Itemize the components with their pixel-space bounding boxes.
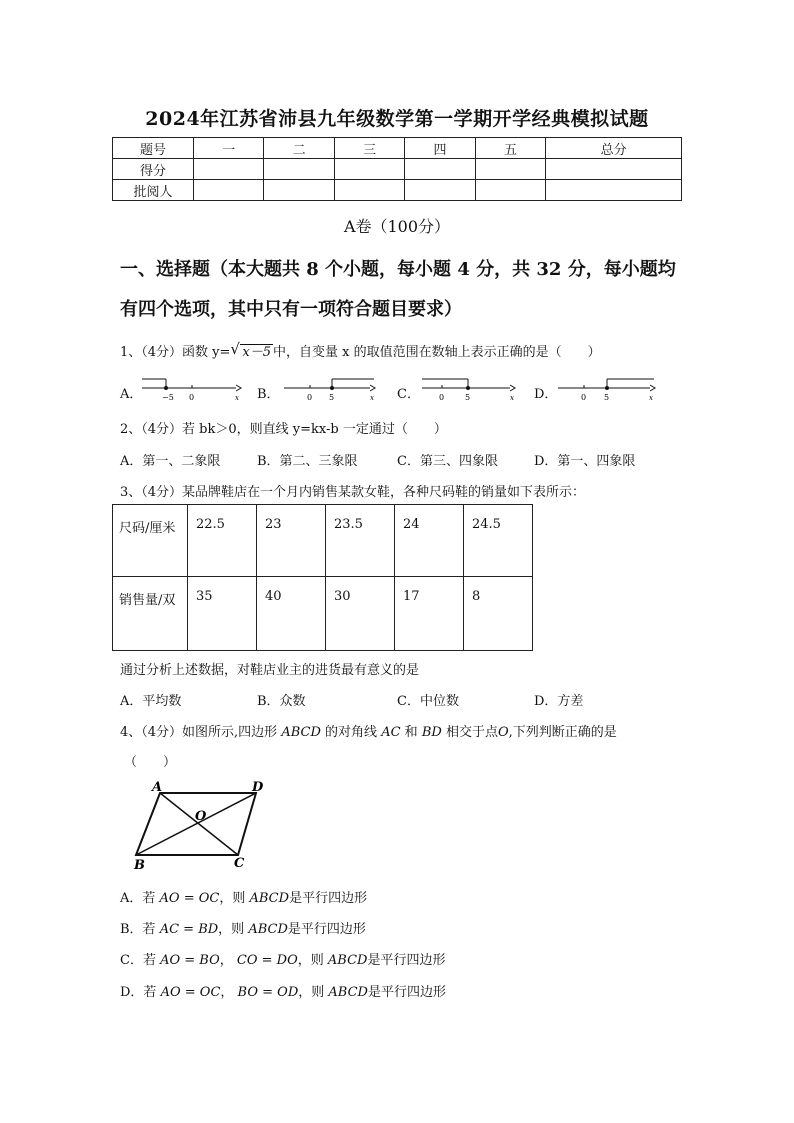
question-3-prompt: 通过分析上述数据，对鞋店业主的进货最有意义的是 [120,663,420,678]
vertex-label-a: A [152,780,163,795]
axis-tick-label: 0 [581,393,587,402]
axis-tick-label: 5 [465,393,471,402]
q3-option-c: C．中位数 [397,694,459,709]
q1-option-b-label: B． [257,387,280,402]
q3-option-b: B．众数 [257,694,306,709]
vertex-label-c: C [234,856,245,871]
q3-option-a: A．平均数 [120,694,182,709]
axis-tick-label: −5 [162,393,174,402]
score-table-header-row [113,138,682,159]
table-row [113,505,533,577]
sqrt-sign-icon: √ [230,340,240,358]
score-header-cell: 总分 [546,138,682,159]
score-row-label: 批阅人 [113,180,194,201]
parallelogram-figure [122,777,272,877]
exam-title: 2024年江苏省沛县九年级数学第一学期开学经典模拟试题 [145,108,649,130]
q4-option-b: B．若 AC = BD，则 ABCD是平行四边形 [120,922,366,937]
score-header-cell: 题号 [113,138,194,159]
center-label-o: O [195,809,207,824]
table-cell: 23 [257,505,326,577]
section-heading-line1: 一、选择题（本大题共 8 个小题，每小题 4 分，共 32 分，每小题均 [120,259,676,280]
score-row-label: 得分 [113,159,194,180]
axis-var-label: x [370,394,374,402]
q4-option-c: C．若 AO = BO， CO = DO，则 ABCD是平行四边形 [120,953,446,968]
axis-tick-label: 0 [307,393,313,402]
q4-option-a: A．若 AO = OC，则 ABCD是平行四边形 [120,891,368,906]
table-cell: 40 [257,577,326,651]
axis-tick-label: 5 [329,393,335,402]
table-cell: 35 [188,577,257,651]
table-cell: 24.5 [464,505,533,577]
q1-number-line-a [140,371,244,405]
table-cell: 30 [326,577,395,651]
table-header-cell: 销售量/双 [113,577,188,651]
q1-number-line-c [420,371,524,405]
q1-number-line-b [282,371,386,405]
vertex-label-b: B [134,858,145,873]
question-4-stem: 4、（4分）如图所示,四边形 ABCD 的对角线 AC 和 BD 相交于点O,下列判断正确的是 [120,725,617,740]
question-4-paren: （ ） [124,755,177,770]
sqrt-expression: √ x－5 [230,340,272,360]
table-row [113,577,533,651]
table-cell: 8 [464,577,533,651]
axis-tick-label: 0 [189,393,195,402]
q1-option-c-label: C． [397,387,420,402]
volume-label: A卷（100分） [343,217,451,236]
q2-option-a: A．第一、二象限 [120,454,221,469]
score-table-row [113,159,682,180]
q1-option-a-label: A． [120,387,143,402]
score-header-cell: 五 [475,138,545,159]
axis-tick-label: 0 [439,393,445,402]
table-header-cell: 尺码/厘米 [113,505,188,577]
shoe-sales-table [112,504,533,651]
vertex-label-d: D [252,780,264,795]
q3-option-d: D．方差 [534,694,584,709]
axis-var-label: x [235,394,239,402]
question-1-stem: 1、（4分）函数 y= √ x－5 中，自变量 x 的取值范围在数轴上表示正确的是（ ） [120,340,601,360]
axis-var-label: x [510,394,514,402]
score-table [112,137,682,201]
question-3-stem: 3、（4分）某品牌鞋店在一个月内销售某款女鞋，各种尺码鞋的销量如下表所示： [120,485,586,500]
q2-option-b: B．第二、三象限 [257,454,358,469]
q2-option-d: D．第一、四象限 [534,454,636,469]
q1-number-line-d [556,371,660,405]
table-cell: 23.5 [326,505,395,577]
score-header-cell: 二 [264,138,334,159]
axis-var-label: x [649,394,653,402]
section-heading-line2: 有四个选项，其中只有一项符合题目要求） [120,299,462,320]
q4-option-d: D．若 AO = OC， BO = OD，则 ABCD是平行四边形 [120,985,446,1000]
score-table-row [113,180,682,201]
table-cell: 24 [395,505,464,577]
score-header-cell: 一 [194,138,264,159]
score-header-cell: 四 [405,138,475,159]
q1-option-d-label: D． [534,387,558,402]
score-header-cell: 三 [334,138,404,159]
table-cell: 17 [395,577,464,651]
q2-option-c: C．第三、四象限 [397,454,498,469]
axis-tick-label: 5 [604,393,610,402]
table-cell: 22.5 [188,505,257,577]
question-2-stem: 2、（4分）若 bk＞0，则直线 y=kx-b 一定通过（ ） [120,422,447,437]
